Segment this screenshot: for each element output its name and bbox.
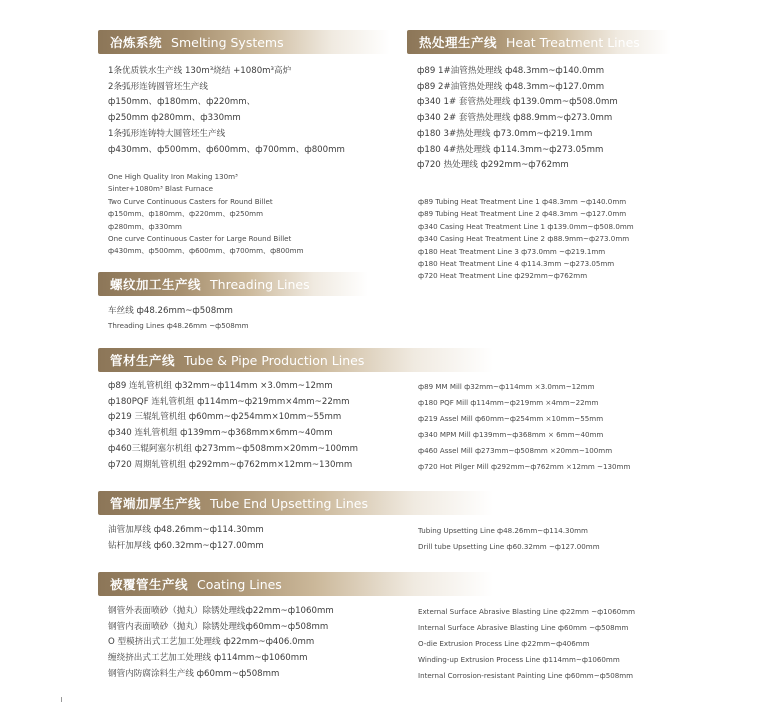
list-item: ф180 Heat Treatment Line 3 ф73.0mm ~ф219.1mm	[418, 246, 606, 256]
smelting-zh-list	[108, 64, 345, 158]
list-item: One curve Continuous Caster for Large Round Billet	[108, 234, 292, 244]
upsetting-zh-list	[108, 523, 264, 554]
list-item: 钢管内表面喷砂（抛丸）除锈处理线ф60mm~ф508mm	[108, 621, 329, 632]
list-item: ф89 2#油管热处理线 ф48.3mm~ф127.0mm	[417, 81, 605, 92]
section-header-tube	[98, 348, 493, 372]
section-title-en: Tube & Pipe Production Lines	[184, 352, 365, 368]
coating-en-list	[418, 604, 635, 684]
list-item: ф180 4#热处理线 ф114.3mm~ф273.05mm	[417, 144, 604, 155]
section-title-en: Tube End Upsetting Lines	[210, 495, 368, 511]
list-item: ф89 Tubing Heat Treatment Line 2 ф48.3mm ~ф127.0mm	[418, 209, 627, 219]
list-item: External Surface Abrasive Blasting Line ф22mm ~ф1060mm	[418, 607, 636, 616]
heat-en-list	[418, 196, 634, 283]
list-item: ф150mm、ф180mm、ф220mm、	[108, 97, 256, 108]
tube-en-list	[418, 379, 630, 474]
list-item: ф340 1# 套管热处理线 ф139.0mm~ф508.0mm	[417, 97, 618, 108]
list-item: ф430mm、ф500mm、ф600mm、ф700mm、ф800mm	[108, 246, 304, 256]
section-title-zh: 管端加厚生产线	[110, 496, 202, 511]
section-header-heat	[407, 30, 671, 54]
coating-zh-list	[108, 604, 334, 683]
list-item: 缠绕挤出式工艺加工处理线 ф114mm~ф1060mm	[108, 653, 308, 664]
list-item: O-die Extrusion Process Line ф22mm~ф406mm	[418, 638, 590, 648]
section-title-zh: 螺纹加工生产线	[110, 277, 202, 292]
list-item: ф430mm、ф500mm、ф600mm、ф700mm、ф800mm	[108, 144, 345, 155]
heat-zh-list	[417, 64, 618, 174]
section-title-en: Coating Lines	[197, 576, 282, 592]
list-item: Two Curve Continuous Casters for Round Billet	[108, 196, 273, 206]
section-title-en: Smelting Systems	[171, 34, 284, 50]
list-item: ф150mm、ф180mm、ф220mm、ф250mm	[108, 209, 263, 219]
list-item: 1条优质铁水生产线 130m³烧结 +1080m³高炉	[108, 66, 292, 76]
tube-zh-list	[108, 379, 358, 473]
list-item: ф89 1#油管热处理线 ф48.3mm~ф140.0mm	[417, 66, 605, 76]
section-title-en: Heat Treatment Lines	[506, 34, 640, 50]
list-item: 钢管内防腐涂料生产线 ф60mm~ф508mm	[108, 668, 280, 679]
list-item: One High Quality Iron Making 130m³	[108, 172, 238, 181]
list-item: ф180PQF 连轧管机组 ф114mm~ф219mm×4mm~22mm	[108, 396, 350, 407]
list-item: Internal Surface Abrasive Blasting Line ф60mm ~ф508mm	[418, 622, 629, 632]
section-header-upsetting	[98, 491, 493, 515]
list-item: ф219 三辊轧管机组 ф60mm~ф254mm×10mm~55mm	[108, 412, 342, 423]
list-item: O 型模挤出式工艺加工处理线 ф22mm~ф406.0mm	[108, 637, 315, 648]
list-item: ф340 MPM Mill ф139mm~ф368mm × 6mm~40mm	[418, 429, 604, 439]
threading-en-list	[108, 320, 249, 332]
list-item: ф720 Hot Pilger Mill ф292mm~ф762mm ×12mm ~130mm	[418, 461, 631, 471]
list-item: 1条弧形连铸特大圆管坯生产线	[108, 128, 226, 139]
list-item: ф720 热处理线 ф292mm~ф762mm	[417, 160, 569, 171]
list-item: ф89 连轧管机组 ф32mm~ф114mm ×3.0mm~12mm	[108, 381, 333, 391]
section-title-zh: 冶炼系统	[110, 35, 163, 50]
list-item: ф460三辊阿塞尔机组 ф273mm~ф508mm×20mm~100mm	[108, 443, 359, 454]
list-item: ф180 PQF Mill ф114mm~ф219mm ×4mm~22mm	[418, 397, 599, 407]
upsetting-en-list	[418, 523, 600, 555]
list-item: 钻杆加厚线 ф60.32mm~ф127.00mm	[108, 540, 264, 551]
section-header-coating	[98, 572, 493, 596]
list-item: ф89 Tubing Heat Treatment Line 1 ф48.3mm ~ф140.0mm	[418, 197, 627, 206]
list-item: Tubing Upsetting Line ф48.26mm~ф114.30mm	[418, 526, 588, 535]
list-item: ф340 连轧管机组 ф139mm~ф368mm×6mm~40mm	[108, 428, 333, 439]
list-item: ф340 Casing Heat Treatment Line 1 ф139.0mm~ф508.0mm	[418, 221, 634, 231]
list-item: Threading Lines ф48.26mm ~ф508mm	[108, 321, 249, 330]
list-item: ф460 Assel Mill ф273mm~ф508mm ×20mm~100mm	[418, 445, 613, 455]
threading-zh-list	[108, 304, 233, 320]
section-header-smelting	[98, 30, 390, 54]
list-item: ф219 Assel Mill ф60mm~ф254mm ×10mm~55mm	[418, 413, 604, 423]
list-item: 车丝线 ф48.26mm~ф508mm	[108, 306, 233, 316]
list-item: ф720 周期轧管机组 ф292mm~ф762mm×12mm~130mm	[108, 459, 353, 470]
list-item: ф89 MM Mill ф32mm~ф114mm ×3.0mm~12mm	[418, 382, 595, 391]
list-item: ф250mm ф280mm、ф330mm	[108, 113, 241, 124]
list-item: ф180 Heat Treatment Line 4 ф114.3mm ~ф273.05mm	[418, 259, 615, 269]
list-item: ф280mm、ф330mm	[108, 221, 182, 231]
list-item: 油管加厚线 ф48.26mm~ф114.30mm	[108, 525, 264, 535]
list-item: ф340 2# 套管热处理线 ф88.9mm~ф273.0mm	[417, 113, 613, 124]
list-item: ф340 Casing Heat Treatment Line 2 ф88.9mm~ф273.0mm	[418, 234, 630, 244]
list-item: 2条弧形连铸圆管坯生产线	[108, 81, 208, 92]
list-item: ф720 Heat Treatment Line ф292mm~ф762mm	[418, 271, 588, 281]
list-item: ф180 3#热处理线 ф73.0mm~ф219.1mm	[417, 128, 593, 139]
list-item: Internal Corrosion-resistant Painting Line ф60mm~ф508mm	[418, 670, 634, 680]
page-edge-mark	[61, 697, 62, 702]
smelting-en-list	[108, 171, 304, 258]
section-title-en: Threading Lines	[210, 276, 310, 292]
section-title-zh: 被覆管生产线	[110, 577, 189, 592]
list-item: Sinter+1080m³ Blast Furnace	[108, 184, 214, 194]
section-header-threading	[98, 272, 368, 296]
list-item: Drill tube Upsetting Line ф60.32mm ~ф127.00mm	[418, 541, 600, 551]
section-title-zh: 热处理生产线	[419, 35, 498, 50]
list-item: Winding-up Extrusion Process Line ф114mm~ф1060mm	[418, 654, 620, 664]
section-title-zh: 管材生产线	[110, 353, 176, 368]
list-item: 钢管外表面喷砂（抛丸）除锈处理线ф22mm~ф1060mm	[108, 606, 334, 616]
